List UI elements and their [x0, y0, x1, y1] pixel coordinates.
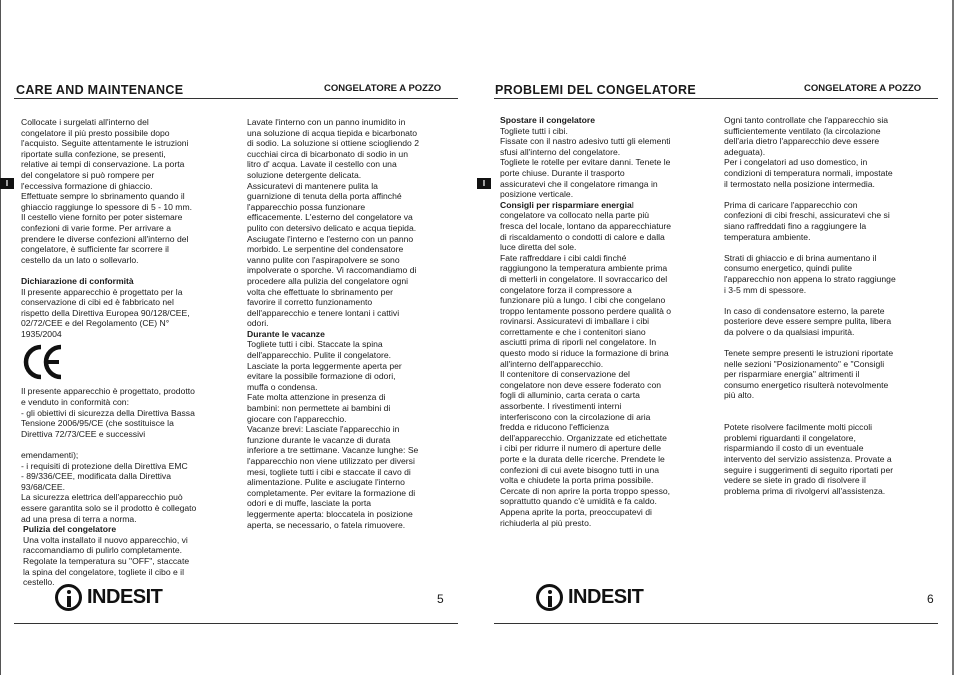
compliance-text: Il presente apparecchio è progettato, prodotto e venduto in conformità con: - gli obiettivi di sicurezza della Direttiva Bassa Tensione 2006/95/CE (che sostituisce la Direttiva 72/73/CEE e successivi emendamenti); - i requisiti di protezione della Direttiva EMC - 89/336/CEE, modificata dalla Direttiva 93/68/CEE. La sicurezza elettrica dell'apparecchio può essere garantita solo se il prodotto è collegato ad una presa di terra a norma.	[21, 386, 197, 524]
washing-text: Lavate l'interno con un panno inumidito in una soluzione di acqua tiepida e bicarbonato di sodio. La soluzione si ottiene sciogliendo 2 cucchiai circa di bicarbonato di sodio in un litro d' acqua. Lavate il cestello con una soluzione detergente delicata. Assicuratevi di mantenere pulita la guarnizione di tenuta della porta affinché l'apparecchio possa funzionare efficacemente. L'esterno del congelatore va pulito con detersivo delicato e acqua tiepida. Asciugate l'interno e l'esterno con un panno morbido. Le serpentine del condensatore vanno pulite con l'aspirapolvere se sono impolverate o sporche. Vi raccomandiamo di procedere alla pulizia del congelatore ogni volta che effettuate lo sbrinamento per favorire il corretto funzionamento dell'apparecchio e tenere lontani i cattivi odori.	[247, 117, 419, 329]
indesit-logo-icon	[536, 584, 563, 611]
right-footer-rule	[494, 623, 938, 624]
troubleshooting-text: Potete risolvere facilmente molti piccoli problemi riguardanti il congelatore, risparmiando il costo di un eventuale intervento del servizio assistenza. Provate a seguire i suggerimenti di seguito riportati per vedere se siete in grado di risolvere il problema prima di rivolgervi all'assistenza.	[724, 422, 894, 496]
ce-mark-icon	[23, 343, 63, 381]
right-language-tab: I	[477, 178, 491, 189]
right-page-subtitle: CONGELATORE A POZZO	[804, 83, 922, 94]
conformity-heading: Dichiarazione di conformità	[21, 275, 134, 286]
holidays-text: Togliete tutti i cibi. Staccate la spina dell'apparecchio. Pulite il congelatore. Lasciate la porta leggermente aperta per evitare la possibile formazione di odori, muffa o condensa. Fate molta attenzione in presenza di bambini: non permettete ai bambini di giocare con l'apparecchio. Vacanze brevi: Lasciate l'apparecchio in funzione durante le vacanze di durata inferiore a tre settimane. Vacanze lunghe: Se l'apparecchio non viene utilizzato per diversi mesi, togliete tutti i cibi e staccate il cavo di alimentazione. Pulite e asciugate l'interno completamente. Per evitare la formazione di odori e di muffe, lasciate la porta leggermente aperta: bloccatela in posizione aperta, se necessario, o fatela rimuovere.	[247, 339, 419, 530]
right-page-number: 6	[927, 592, 934, 606]
left-page-number: 5	[437, 592, 444, 606]
left-page-title: CARE AND MAINTENANCE	[16, 83, 184, 97]
energy-saving-heading-tail: l	[631, 199, 634, 210]
right-column-2	[724, 115, 938, 496]
cleaning-heading: Pulizia del congelatore	[23, 524, 117, 535]
brand-name: INDESIT	[568, 586, 644, 608]
brand-name: INDESIT	[87, 586, 163, 608]
instructions-text: Tenete sempre presenti le istruzioni riportate nelle sezioni "Posizionamento" e "Consigli per risparmiare energia" altrimenti il consumo energetico risulterà notevolmente più alto.	[724, 348, 894, 401]
right-indesit-logo	[536, 584, 643, 611]
moving-text: Togliete tutti i cibi. Fissate con il nastro adesivo tutti gli elementi sfusi all'interno del congelatore. Togliete le rotelle per evitare danni. Tenete le porte chiuse. Durante il trasporto assicuratevi che il congelatore rimanga in posizione verticale.	[500, 125, 671, 200]
left-footer-rule	[14, 623, 458, 624]
left-indesit-logo	[55, 584, 162, 611]
left-column-2	[247, 117, 457, 530]
left-page-subtitle: CONGELATORE A POZZO	[324, 83, 442, 94]
ce-mark-area	[21, 339, 243, 386]
conformity-text: Il presente apparecchio è progettato per la conservazione di cibi ed è fabbricato nel rispetto della Direttiva Europea 90/128/CEE, 02/72/CEE e del Regolamento (CE) N° 1935/2004	[21, 286, 190, 339]
right-header-rule	[494, 98, 938, 99]
energy-saving-text: congelatore va collocato nella parte più fresca del locale, lontano da apparecchiature di riscaldamento o condotti di calore e dalla luce diretta del sole. Fate raffreddare i cibi caldi finché raggiungono la temperatura ambiente prima di metterli in congelatore. Il sovraccarico del congelatore forza il compressore a funzionare più a lungo. I cibi che congelano troppo lentamente possono perdere qualità o rovinarsi. Assicuratevi di imballare i cibi correttamente e che i contenitori siano asciutti prima di riporli nel congelatore. In questo modo si riduce la formazione di brina all'interno dell'apparecchio. Il contenitore di conservazione del congelatore non deve essere foderato con fogli di alluminio, carta cerata o carta assorbente. I rivestimenti interni interferiscono con la circolazione di aria fredda e riducono l'efficienza dell'apparecchio. Organizzate ed etichettate i cibi per ridurre il numero di aperture delle porte e la durata delle ricerche. Prendete le confezioni di cui avete bisogno tutti in una volta e chiudete la porta prima possibile. Cercate di non aprire la porta troppo spesso, soprattutto quando c'è umidità e fa caldo. Appena aprite la porta, preoccupatevi di richiuderla al più presto.	[500, 210, 672, 528]
frost-text: Strati di ghiaccio e di brina aumentano il consumo energetico, quindi pulite l'apparecchio non appena lo strato raggiunge i 3-5 mm di spessore.	[724, 252, 896, 295]
holidays-heading: Durante le vacanze	[247, 328, 325, 339]
loading-text: Prima di caricare l'apparecchio con confezioni di cibi freschi, assicuratevi che si siano raffreddati fino a raggiungere la temperatura ambiente.	[724, 199, 890, 242]
left-column-1	[21, 117, 243, 588]
page-edge-left	[0, 0, 1, 675]
right-page-title: PROBLEMI DEL CONGELATORE	[495, 83, 696, 97]
ventilation-text: Ogni tanto controllate che l'apparecchio sia sufficientemente ventilato (la circolazione dell'aria dietro l'apparecchio deve essere adeguata). Per i congelatori ad uso domestico, in condizioni di temperatura normali, impostate il termostato nella posizione intermedia.	[724, 115, 893, 189]
energy-saving-heading: Consigli per risparmiare energia	[500, 199, 632, 210]
cleaning-text: Una volta installato il nuovo apparecchio, vi raccomandiamo di pulirlo completamente. Regolate la temperatura su "OFF", staccate la spina del congelatore, togliete il cibo e il cestello.	[23, 534, 190, 588]
moving-heading: Spostare il congelatore	[500, 115, 596, 125]
right-column-1	[500, 115, 722, 528]
freezer-storage-text: Collocate i surgelati all'interno del congelatore il più presto possibile dopo l'acquisto. Seguite attentamente le istruzioni riportate sulla confezione, se presenti, relative ai tempi di conservazione. La porta del congelatore si può rompere per l'eccessiva formazione di ghiaccio. Effettuate sempre lo sbrinamento quando il ghiaccio raggiunge lo spessore di 5 - 10 mm. Il cestello viene fornito per poter sistemare confezioni di varie forme. Per arrivare a prendere le diverse confezioni all'interno del congelatore, è sufficiente far scorrere il cestello da un lato o sollevarlo.	[21, 117, 193, 265]
left-language-tab: I	[0, 178, 14, 189]
condenser-text: In caso di condensatore esterno, la parete posteriore deve essere sempre pulita, libera da polvere o da qualsiasi impurità.	[724, 305, 892, 337]
left-header-rule	[14, 98, 458, 99]
indesit-logo-icon	[55, 584, 82, 611]
